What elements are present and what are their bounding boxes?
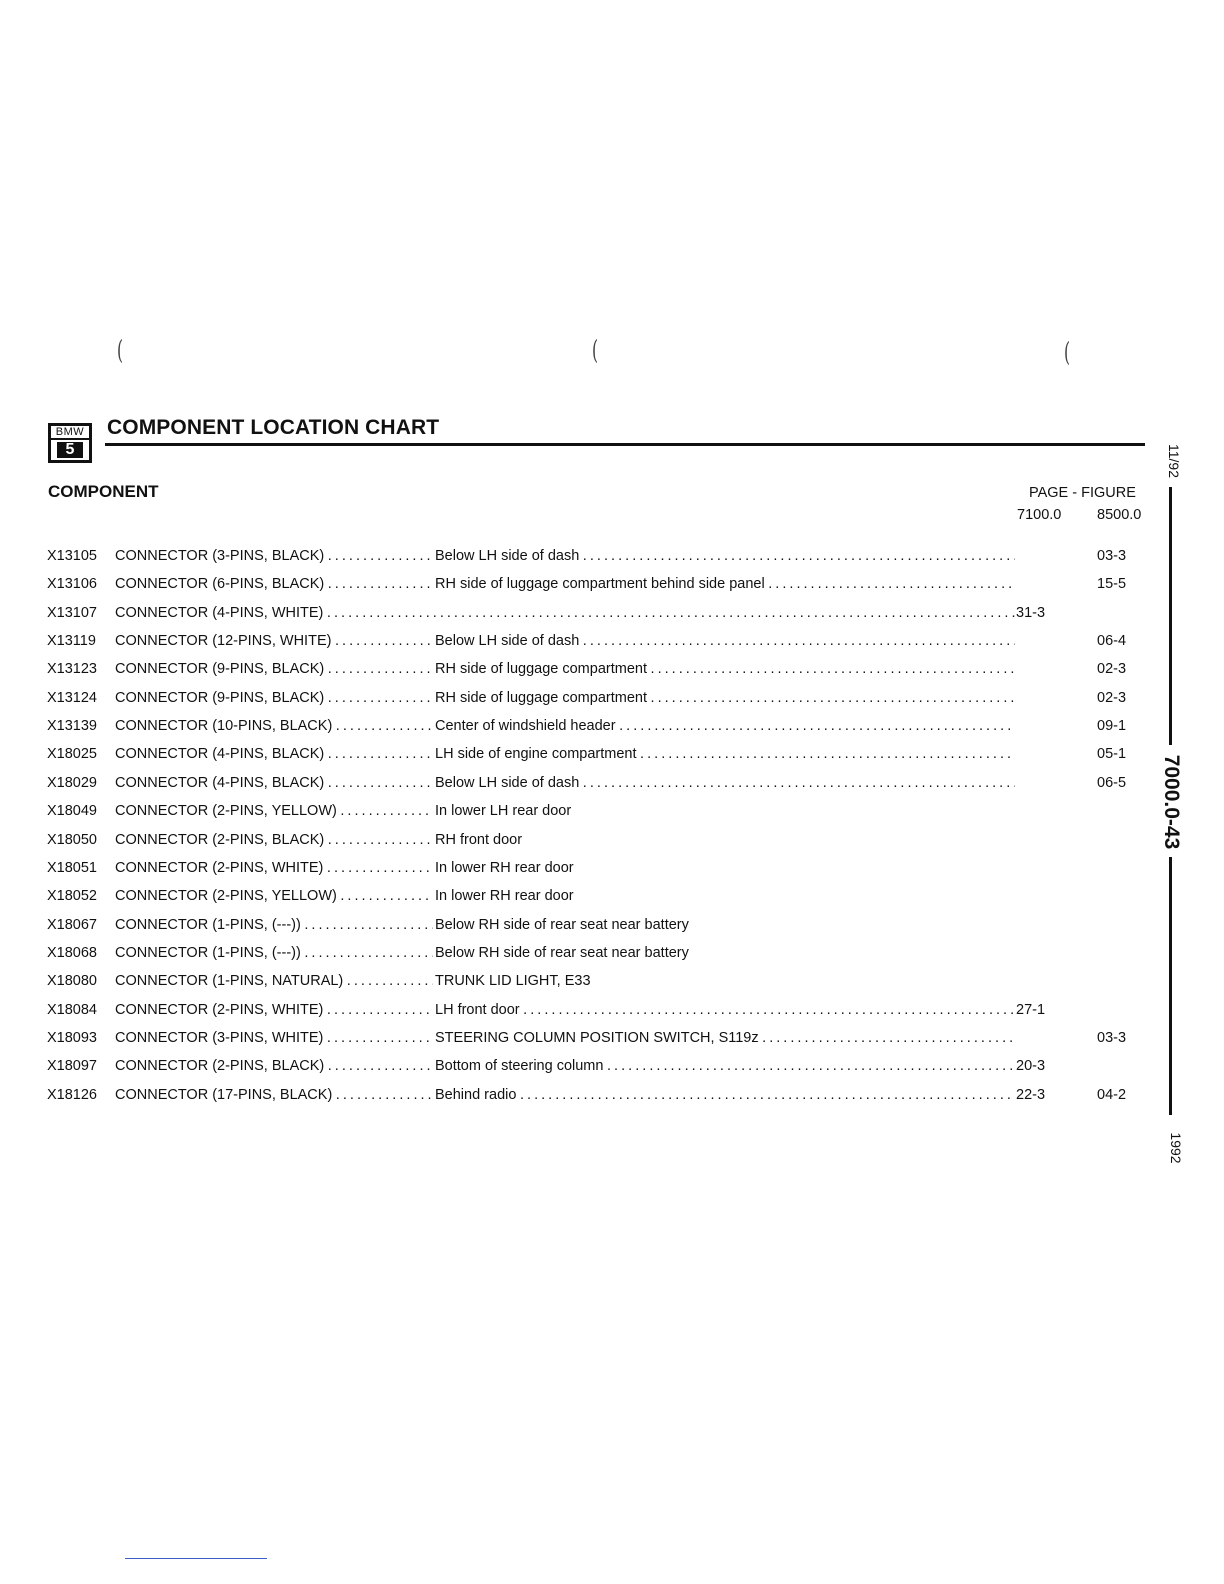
page-ref-8500: 09-1: [1097, 718, 1127, 735]
component-description: CONNECTOR (2-PINS, BLACK) . . .: [115, 1056, 433, 1076]
side-bar-top: [1169, 487, 1172, 745]
component-description: CONNECTOR (9-PINS, BLACK) . . .: [115, 659, 433, 679]
component-code: X13124: [47, 689, 97, 706]
table-row: [0, 943, 1160, 963]
page-ref-8500: 03-3: [1097, 1029, 1127, 1046]
component-description: CONNECTOR (2-PINS, WHITE) . . .: [115, 858, 433, 878]
component-description: CONNECTOR (9-PINS, BLACK) . . .: [115, 688, 433, 708]
table-row: [0, 1056, 1160, 1076]
side-page-number: 7000.0-43: [1160, 754, 1183, 850]
page-ref-8500: 03-3: [1097, 548, 1127, 564]
punch-mark-right: (: [1064, 338, 1071, 368]
table-row: [0, 915, 1160, 935]
table-row: [0, 659, 1160, 679]
page-ref-8500: 02-3: [1097, 661, 1127, 678]
table-row: [0, 716, 1160, 736]
component-code: X18093: [47, 1029, 97, 1046]
table-row: [0, 574, 1160, 594]
component-code: X13106: [47, 576, 97, 593]
component-location: LH front door . . .: [435, 1000, 1015, 1020]
component-code: X18067: [47, 916, 97, 933]
component-description: CONNECTOR (10-PINS, BLACK) . . .: [115, 716, 433, 736]
component-location: Behind radio . . .: [435, 1085, 1015, 1105]
component-code: X18080: [47, 973, 97, 990]
component-location: Below RH side of rear seat near battery: [435, 916, 689, 933]
component-location: Center of windshield header . . .: [435, 716, 1015, 736]
component-code: X13119: [47, 633, 96, 650]
table-row: [0, 546, 1160, 566]
page-ref-8500: 05-1: [1097, 746, 1127, 763]
component-location: RH side of luggage compartment behind side panel . . .: [435, 574, 1015, 594]
page-ref-8500: 04-2: [1097, 1086, 1127, 1103]
table-row: [0, 1085, 1160, 1105]
page-figure-header: PAGE - FIGURE: [1029, 485, 1136, 501]
component-description: CONNECTOR (3-PINS, BLACK) . . .: [115, 546, 433, 566]
side-date: 11/92: [1166, 444, 1182, 478]
component-location: Below LH side of dash . . .: [435, 546, 1015, 566]
component-code: X13139: [47, 718, 97, 735]
component-description: CONNECTOR (2-PINS, YELLOW) . . .: [115, 886, 433, 906]
component-code: X18068: [47, 944, 97, 961]
component-location: RH side of luggage compartment . . .: [435, 688, 1015, 708]
component-location: In lower LH rear door: [435, 803, 572, 820]
component-location: In lower RH rear door: [435, 859, 574, 876]
component-description: CONNECTOR (4-PINS, BLACK) . . .: [115, 744, 433, 764]
logo-number: 5: [57, 442, 83, 458]
table-row: [0, 971, 1160, 991]
component-column-header: COMPONENT: [48, 482, 159, 501]
page-title: COMPONENT LOCATION CHART: [107, 416, 440, 439]
table-row: [0, 858, 1160, 878]
page-ref-8500: 06-4: [1097, 633, 1127, 650]
component-code: X18084: [47, 1001, 97, 1018]
component-description: CONNECTOR (17-PINS, BLACK) . . .: [115, 1085, 433, 1105]
component-location: Bottom of steering column . . .: [435, 1056, 1015, 1076]
side-bar-bottom: [1169, 857, 1172, 1115]
punch-mark-center: (: [592, 336, 599, 366]
component-location: TRUNK LID LIGHT, E33: [435, 973, 591, 990]
component-description: CONNECTOR (2-PINS, WHITE) . . .: [115, 1000, 433, 1020]
table-row: [0, 1000, 1160, 1020]
component-description: CONNECTOR (4-PINS, WHITE) . . .: [115, 603, 1016, 623]
component-code: X18049: [47, 803, 97, 820]
side-year: 1992: [1168, 1132, 1184, 1164]
component-location: Below RH side of rear seat near battery: [435, 944, 689, 961]
component-description: CONNECTOR (12-PINS, WHITE) . . .: [115, 631, 433, 651]
component-description: CONNECTOR (1-PINS, NATURAL) . . .: [115, 971, 433, 991]
component-description: CONNECTOR (3-PINS, WHITE) . . .: [115, 1028, 433, 1048]
bmw-5-series-logo: [48, 423, 92, 463]
component-description: CONNECTOR (4-PINS, BLACK) . . .: [115, 773, 433, 793]
component-description: CONNECTOR (6-PINS, BLACK) . . .: [115, 574, 433, 594]
page-ref-7100: 22-3: [1016, 1086, 1046, 1103]
page-ref-7100: 31-3: [1016, 604, 1046, 621]
col-7100-header: 7100.0: [1017, 507, 1062, 523]
component-description: CONNECTOR (2-PINS, YELLOW) . . .: [115, 801, 433, 821]
table-row: [0, 688, 1160, 708]
component-code: X13107: [47, 604, 97, 621]
table-row: [0, 886, 1160, 906]
page-ref-8500: 06-5: [1097, 774, 1127, 791]
bottom-link-underline: [125, 1558, 267, 1559]
col-8500-header: 8500.0: [1097, 507, 1142, 523]
table-row: [0, 801, 1160, 821]
component-code: X13123: [47, 661, 97, 678]
component-code: X18025: [47, 746, 97, 763]
component-code: X18097: [47, 1058, 97, 1075]
punch-mark-left: (: [117, 336, 124, 366]
table-row: [0, 603, 1160, 623]
component-location: In lower RH rear door: [435, 888, 574, 905]
component-code: X18029: [47, 774, 97, 791]
page-ref-7100: 27-1: [1016, 1001, 1046, 1018]
component-description: CONNECTOR (1-PINS, (---)) . . .: [115, 915, 433, 935]
component-code: X18051: [47, 859, 97, 876]
component-description: CONNECTOR (2-PINS, BLACK) . . .: [115, 830, 433, 850]
component-location: Below LH side of dash . . .: [435, 773, 1015, 793]
table-row: [0, 773, 1160, 793]
page-ref-8500: 15-5: [1097, 576, 1127, 593]
logo-text: BMW: [51, 426, 89, 440]
table-row: [0, 1028, 1160, 1048]
page-ref-7100: 20-3: [1016, 1058, 1046, 1075]
component-location: Below LH side of dash . . .: [435, 631, 1015, 651]
component-code: X13105: [47, 548, 97, 564]
component-code: X18126: [47, 1086, 97, 1103]
title-rule: [105, 443, 1145, 446]
component-location: STEERING COLUMN POSITION SWITCH, S119z . . .: [435, 1028, 1015, 1048]
component-location: RH side of luggage compartment . . .: [435, 659, 1015, 679]
component-location: RH front door: [435, 831, 523, 848]
component-location: LH side of engine compartment . . .: [435, 744, 1015, 764]
page-ref-8500: 02-3: [1097, 689, 1127, 706]
table-row: [0, 631, 1160, 651]
table-row: [0, 744, 1160, 764]
component-description: CONNECTOR (1-PINS, (---)) . . .: [115, 943, 433, 963]
component-code: X18052: [47, 888, 97, 905]
table-row: [0, 830, 1160, 850]
component-code: X18050: [47, 831, 97, 848]
